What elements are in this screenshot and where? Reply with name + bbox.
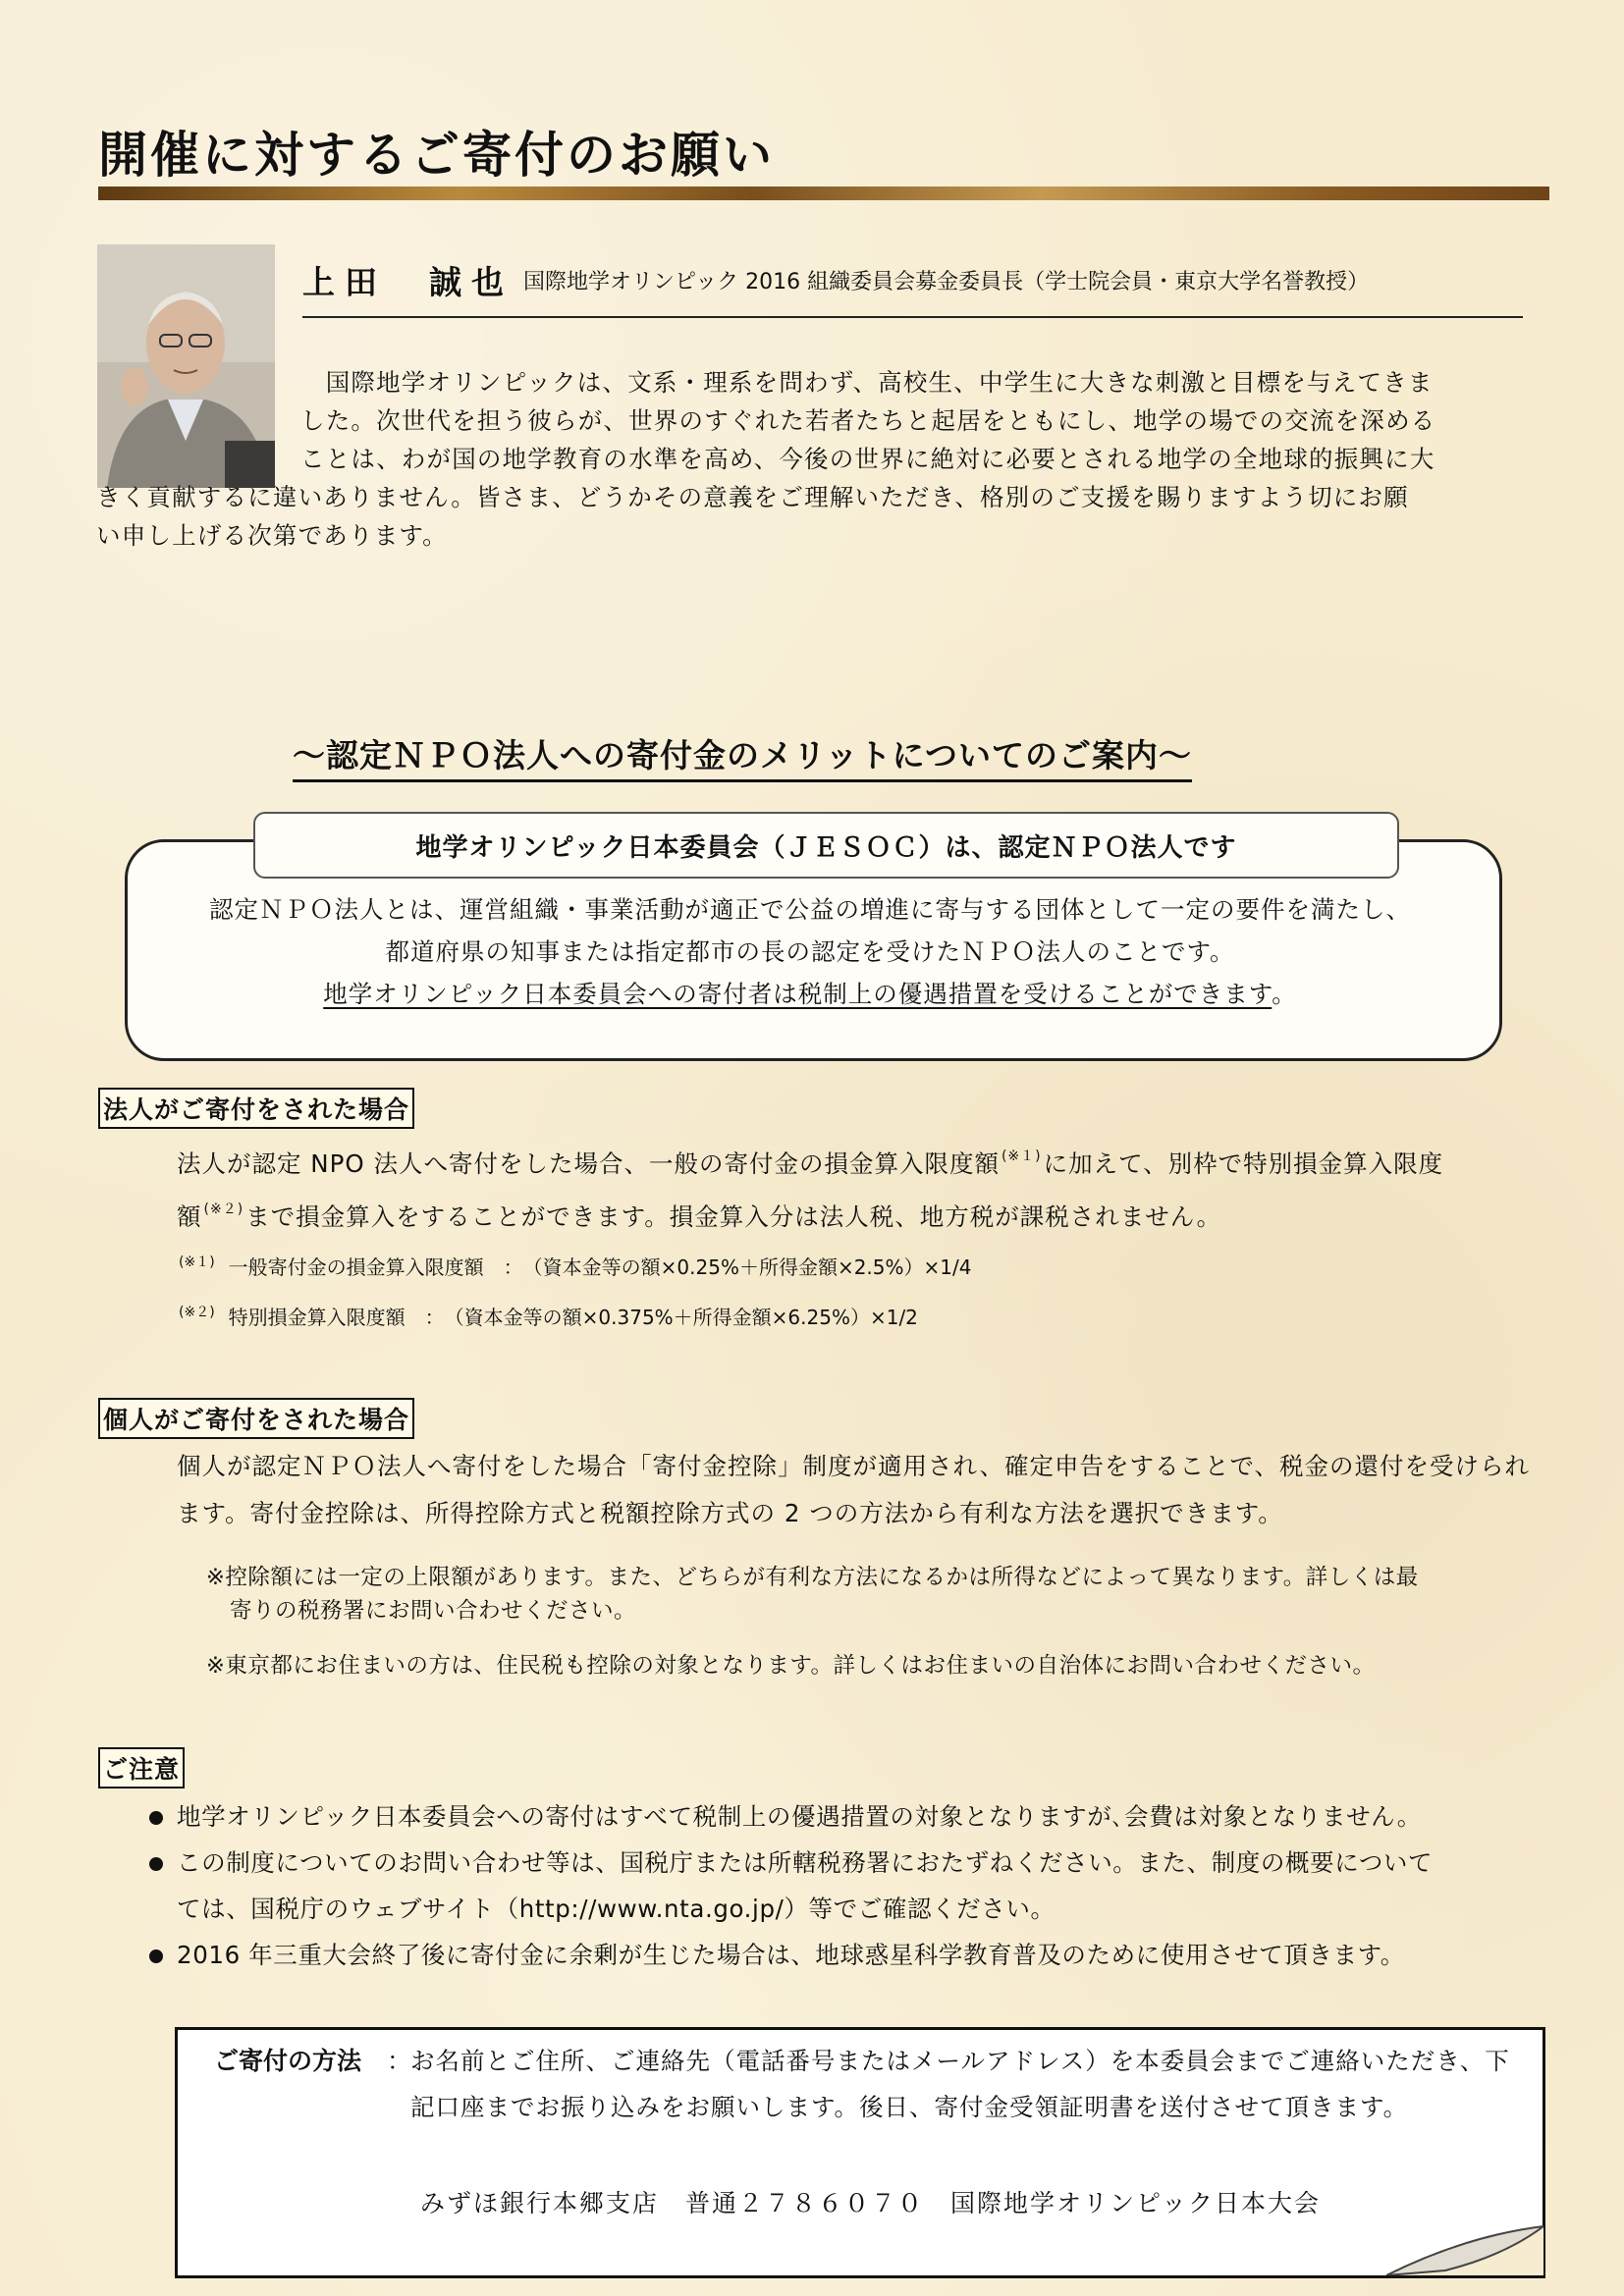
- donation-method-text: お名前とご住所、ご連絡先（電話番号またはメールアドレス）を本委員会までご連絡いただき、下記口座までお振り込みをお願いします。後日、寄付金受領証明書を送付させて頂きます。: [410, 2047, 1510, 2121]
- individual-label: 個人がご寄付をされた場合: [98, 1398, 414, 1439]
- list-item: この制度についてのお問い合わせ等は、国税庁または所轄税務署におたずねください。また、制度の概要について: [147, 1840, 1542, 1886]
- footnote-2: [179, 1302, 918, 1330]
- footnote-1: [179, 1252, 971, 1280]
- greeting-text: [96, 363, 1528, 555]
- tax-benefit-period: 。: [1272, 980, 1297, 1008]
- npo-info-line: 都道府県の知事または指定都市の長の認定を受けたＮＰＯ法人のことです。: [385, 937, 1235, 966]
- tax-benefit-note: 地学オリンピック日本委員会への寄付者は税制上の優遇措置を受けることができます: [323, 980, 1272, 1008]
- author-title: 国際地学オリンピック 2016 組織委員会募金委員長（学士院会員・東京大学名誉教授）: [523, 270, 1370, 294]
- corporate-text-part: に加えて、別枠で特別損金算入限度: [1043, 1149, 1444, 1178]
- donation-method-label: ご寄付の方法: [214, 2047, 362, 2075]
- corporate-text-part: まで損金算入をすることができます。損金算入分は法人税、地方税が課税されません。: [245, 1202, 1222, 1231]
- greeting-line: した。次世代を担う彼らが、世界のすぐれた若者たちと起居をともにし、地学の場での交流を深める: [300, 406, 1436, 435]
- corporate-text-part: 法人が認定 NPO 法人へ寄付をした場合、一般の寄付金の損金算入限度額: [177, 1149, 1000, 1178]
- author-photo: [97, 244, 275, 488]
- list-item: 2016 年三重大会終了後に寄付金に余剰が生じた場合は、地球惑星科学教育普及のために使用させて頂きます。: [147, 1932, 1542, 1978]
- corporate-text: [177, 1134, 1532, 1240]
- footnote-mark: (※２): [179, 1305, 215, 1320]
- individual-note-1: [206, 1561, 1551, 1628]
- author-divider: [302, 316, 1523, 318]
- caution-list: [147, 1793, 1542, 1978]
- individual-note-2: ※東京都にお住まいの方は、住民税も控除の対象となります。詳しくはお住まいの自治体にお問い合わせください。: [206, 1653, 1376, 1679]
- greeting-line: きく貢献するに違いありません。皆さま、どうかその意義をご理解いただき、格別のご支援を賜りますよう切にお願: [96, 483, 1409, 511]
- list-item: 地学オリンピック日本委員会への寄付はすべて税制上の優遇措置の対象となりますが､会費は対象となりません。: [147, 1793, 1542, 1840]
- npo-info-line: [128, 973, 1492, 1015]
- npo-info-text: [128, 888, 1492, 1015]
- individual-text: 個人が認定ＮＰＯ法人へ寄付をした場合「寄付金控除」制度が適用され、確定申告をすることで、税金の還付を受けられます。寄付金控除は、所得控除方式と税額控除方式の 2 つの方法から有利な方法を選択できます。: [177, 1452, 1530, 1527]
- greeting-line: 国際地学オリンピックは、文系・理系を問わず、高校生、中学生に大きな刺激と目標を与えてきま: [300, 368, 1434, 397]
- list-item-continued: ては、国税庁のウェブサイト（http://www.nta.go.jp/）等でご確認ください。: [177, 1895, 1056, 1923]
- note-mark: (※１): [1001, 1148, 1042, 1164]
- footnote-mark: (※１): [179, 1255, 215, 1270]
- note-mark: (※２): [203, 1201, 244, 1217]
- bank-account: みずほ銀行本郷支店 普通２７８６０７０ 国際地学オリンピック日本大会: [420, 2189, 1322, 2217]
- npo-info-box-title: 地学オリンピック日本委員会（ＪＥＳＯＣ）は、認定ＮＰＯ法人です: [253, 812, 1399, 879]
- note-line: ※控除額には一定の上限額があります。また、どちらが有利な方法になるかは所得などによって異なります。詳しくは最: [206, 1565, 1419, 1590]
- footnote-text: 一般寄付金の損金算入限度額 ： （資本金等の額×0.25%＋所得金額×2.5%）×1/4: [228, 1255, 972, 1279]
- donation-method-colon: ：: [387, 2047, 412, 2075]
- page-title: 開催に対するご寄付のお願い: [98, 127, 775, 184]
- author-name: 上田 誠也: [302, 263, 514, 301]
- footnote-text: 特別損金算入限度額 ： （資本金等の額×0.375%＋所得金額×6.25%）×1/2: [228, 1306, 918, 1329]
- greeting-line: い申し上げる次第であります。: [96, 521, 448, 550]
- npo-info-line: 認定ＮＰＯ法人とは、運営組織・事業活動が適正で公益の増進に寄与する団体として一定の要件を満たし、: [209, 895, 1411, 924]
- greeting-line: ことは、わが国の地学教育の水準を高め、今後の世界に絶対に必要とされる地学の全地球的振興に大: [300, 445, 1435, 473]
- title-divider: [98, 187, 1549, 200]
- caution-label: ご注意: [98, 1747, 185, 1789]
- merit-heading: ～認定ＮＰＯ法人への寄付金のメリットについてのご案内～: [293, 730, 1192, 782]
- corporate-text-part: 額: [177, 1202, 202, 1231]
- note-line: 寄りの税務署にお問い合わせください。: [230, 1598, 637, 1624]
- page-curl-decoration: [1386, 2216, 1543, 2275]
- corporate-label: 法人がご寄付をされた場合: [98, 1088, 414, 1129]
